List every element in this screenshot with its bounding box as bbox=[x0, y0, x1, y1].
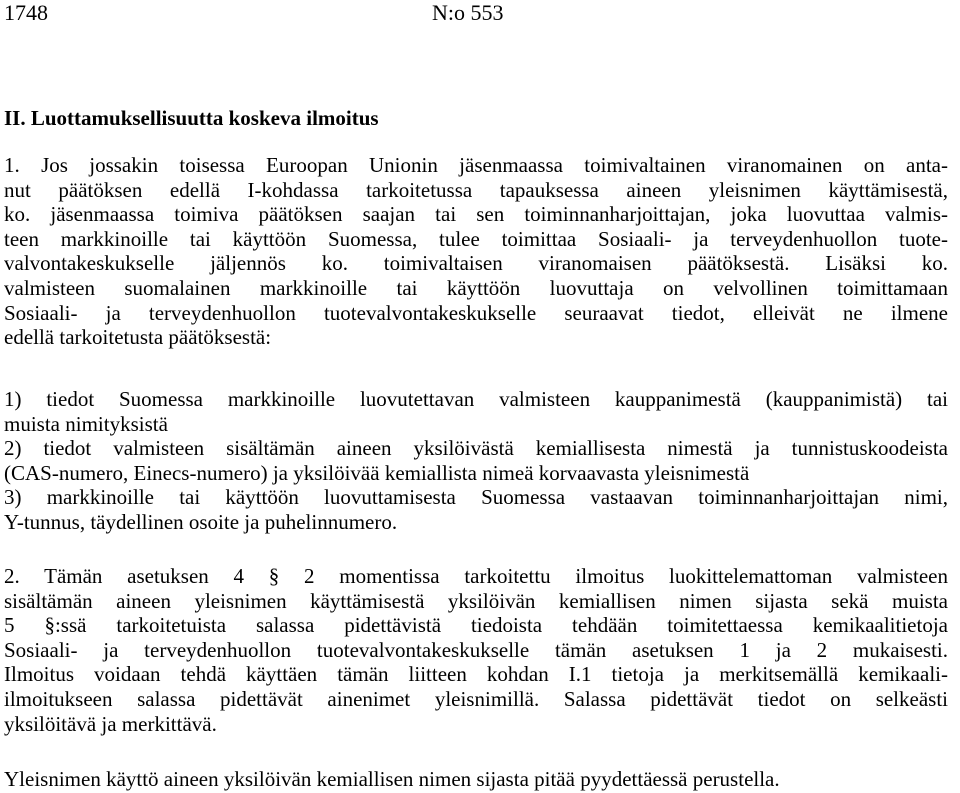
paragraph-1-line: Sosiaali- ja terveydenhuollon tuotevalvontakeskukselle seuraavat tiedot, elleivät ne ilmene bbox=[4, 300, 948, 325]
paragraph-2-line: Ilmoitus voidaan tehdä käyttäen tämän liitteen kohdan I.1 tietoja ja merkitsemällä kemikaali- bbox=[4, 662, 948, 687]
list-item-line: muista nimityksistä bbox=[4, 411, 168, 436]
paragraph-1 bbox=[4, 153, 948, 350]
closing-line: Yleisnimen käyttö aineen yksilöivän kemiallisen nimen sijasta pitää pyydettäessä perustella. bbox=[4, 767, 780, 791]
page-header bbox=[4, 0, 954, 32]
paragraph-1-line: valmisteen suomalainen markkinoille tai käyttöön luovuttaja on velvollinen toimittamaan bbox=[4, 275, 948, 300]
list-item-line: Y-tunnus, täydellinen osoite ja puhelinnumero. bbox=[4, 509, 398, 534]
paragraph-2-line: 5 §:ssä tarkoitetuista salassa pidettävistä tiedoista tehdään toimitettaessa kemikaalitietoja bbox=[4, 613, 948, 638]
document-page bbox=[4, 0, 954, 791]
paragraph-2-line: sisältämän aineen yleisnimen käyttämisestä yksilöivän kemiallisen nimen sijasta sekä muista bbox=[4, 588, 948, 613]
info-list bbox=[4, 387, 948, 535]
list-item-line: 1) tiedot Suomessa markkinoille luovutettavan valmisteen kauppanimestä (kauppanimistä) tai bbox=[4, 387, 948, 411]
paragraph-2-line: Sosiaali- ja terveydenhuollon tuotevalvontakeskukselle tämän asetuksen 1 ja 2 mukaisesti. bbox=[4, 637, 948, 662]
paragraph-1-line: ko. jäsenmaassa toimiva päätöksen saajan tai sen toiminnanharjoittajan, joka luovuttaa valmis- bbox=[4, 202, 948, 227]
list-item-line: 2) tiedot valmisteen sisältämän aineen yksilöivästä kemiallisesta nimestä ja tunnistuskoodeista bbox=[4, 436, 948, 461]
paragraph-1-line: nut päätöksen edellä I-kohdassa tarkoitetussa tapauksessa aineen yleisnimen käyttämisestä, bbox=[4, 177, 948, 202]
paragraph-1-line: 1. Jos jossakin toisessa Euroopan Unionin jäsenmaassa toimivaltainen viranomainen on anta- bbox=[4, 153, 948, 177]
issue-number: N:o 553 bbox=[432, 0, 504, 25]
paragraph-2 bbox=[4, 564, 948, 736]
paragraph-1-line: teen markkinoille tai käyttöön Suomessa, tulee toimittaa Sosiaali- ja terveydenhuollon tuote- bbox=[4, 226, 948, 251]
section-title: II. Luottamuksellisuutta koskeva ilmoitus bbox=[4, 106, 379, 130]
page-number: 1748 bbox=[4, 0, 48, 25]
paragraph-2-line: 2. Tämän asetuksen 4 § 2 momentissa tarkoitettu ilmoitus luokittelemattoman valmisteen bbox=[4, 564, 948, 588]
paragraph-2-line: ilmoitukseen salassa pidettävät ainenimet yleisnimillä. Salassa pidettävät tiedot on selkeästi bbox=[4, 686, 948, 711]
paragraph-1-line: valvontakeskukselle jäljennös ko. toimivaltaisen viranomaisen päätöksestä. Lisäksi ko. bbox=[4, 251, 948, 276]
list-item-line: (CAS-numero, Einecs-numero) ja yksilöivää kemiallista nimeä korvaavasta yleisnimestä bbox=[4, 460, 750, 485]
list-item-line: 3) markkinoille tai käyttöön luovuttamisesta Suomessa vastaavan toiminnanharjoittajan nimi, bbox=[4, 485, 948, 510]
paragraph-2-line: yksilöitävä ja merkittävä. bbox=[4, 711, 217, 736]
closing-sentence bbox=[4, 767, 948, 792]
paragraph-1-line: edellä tarkoitetusta päätöksestä: bbox=[4, 325, 272, 350]
